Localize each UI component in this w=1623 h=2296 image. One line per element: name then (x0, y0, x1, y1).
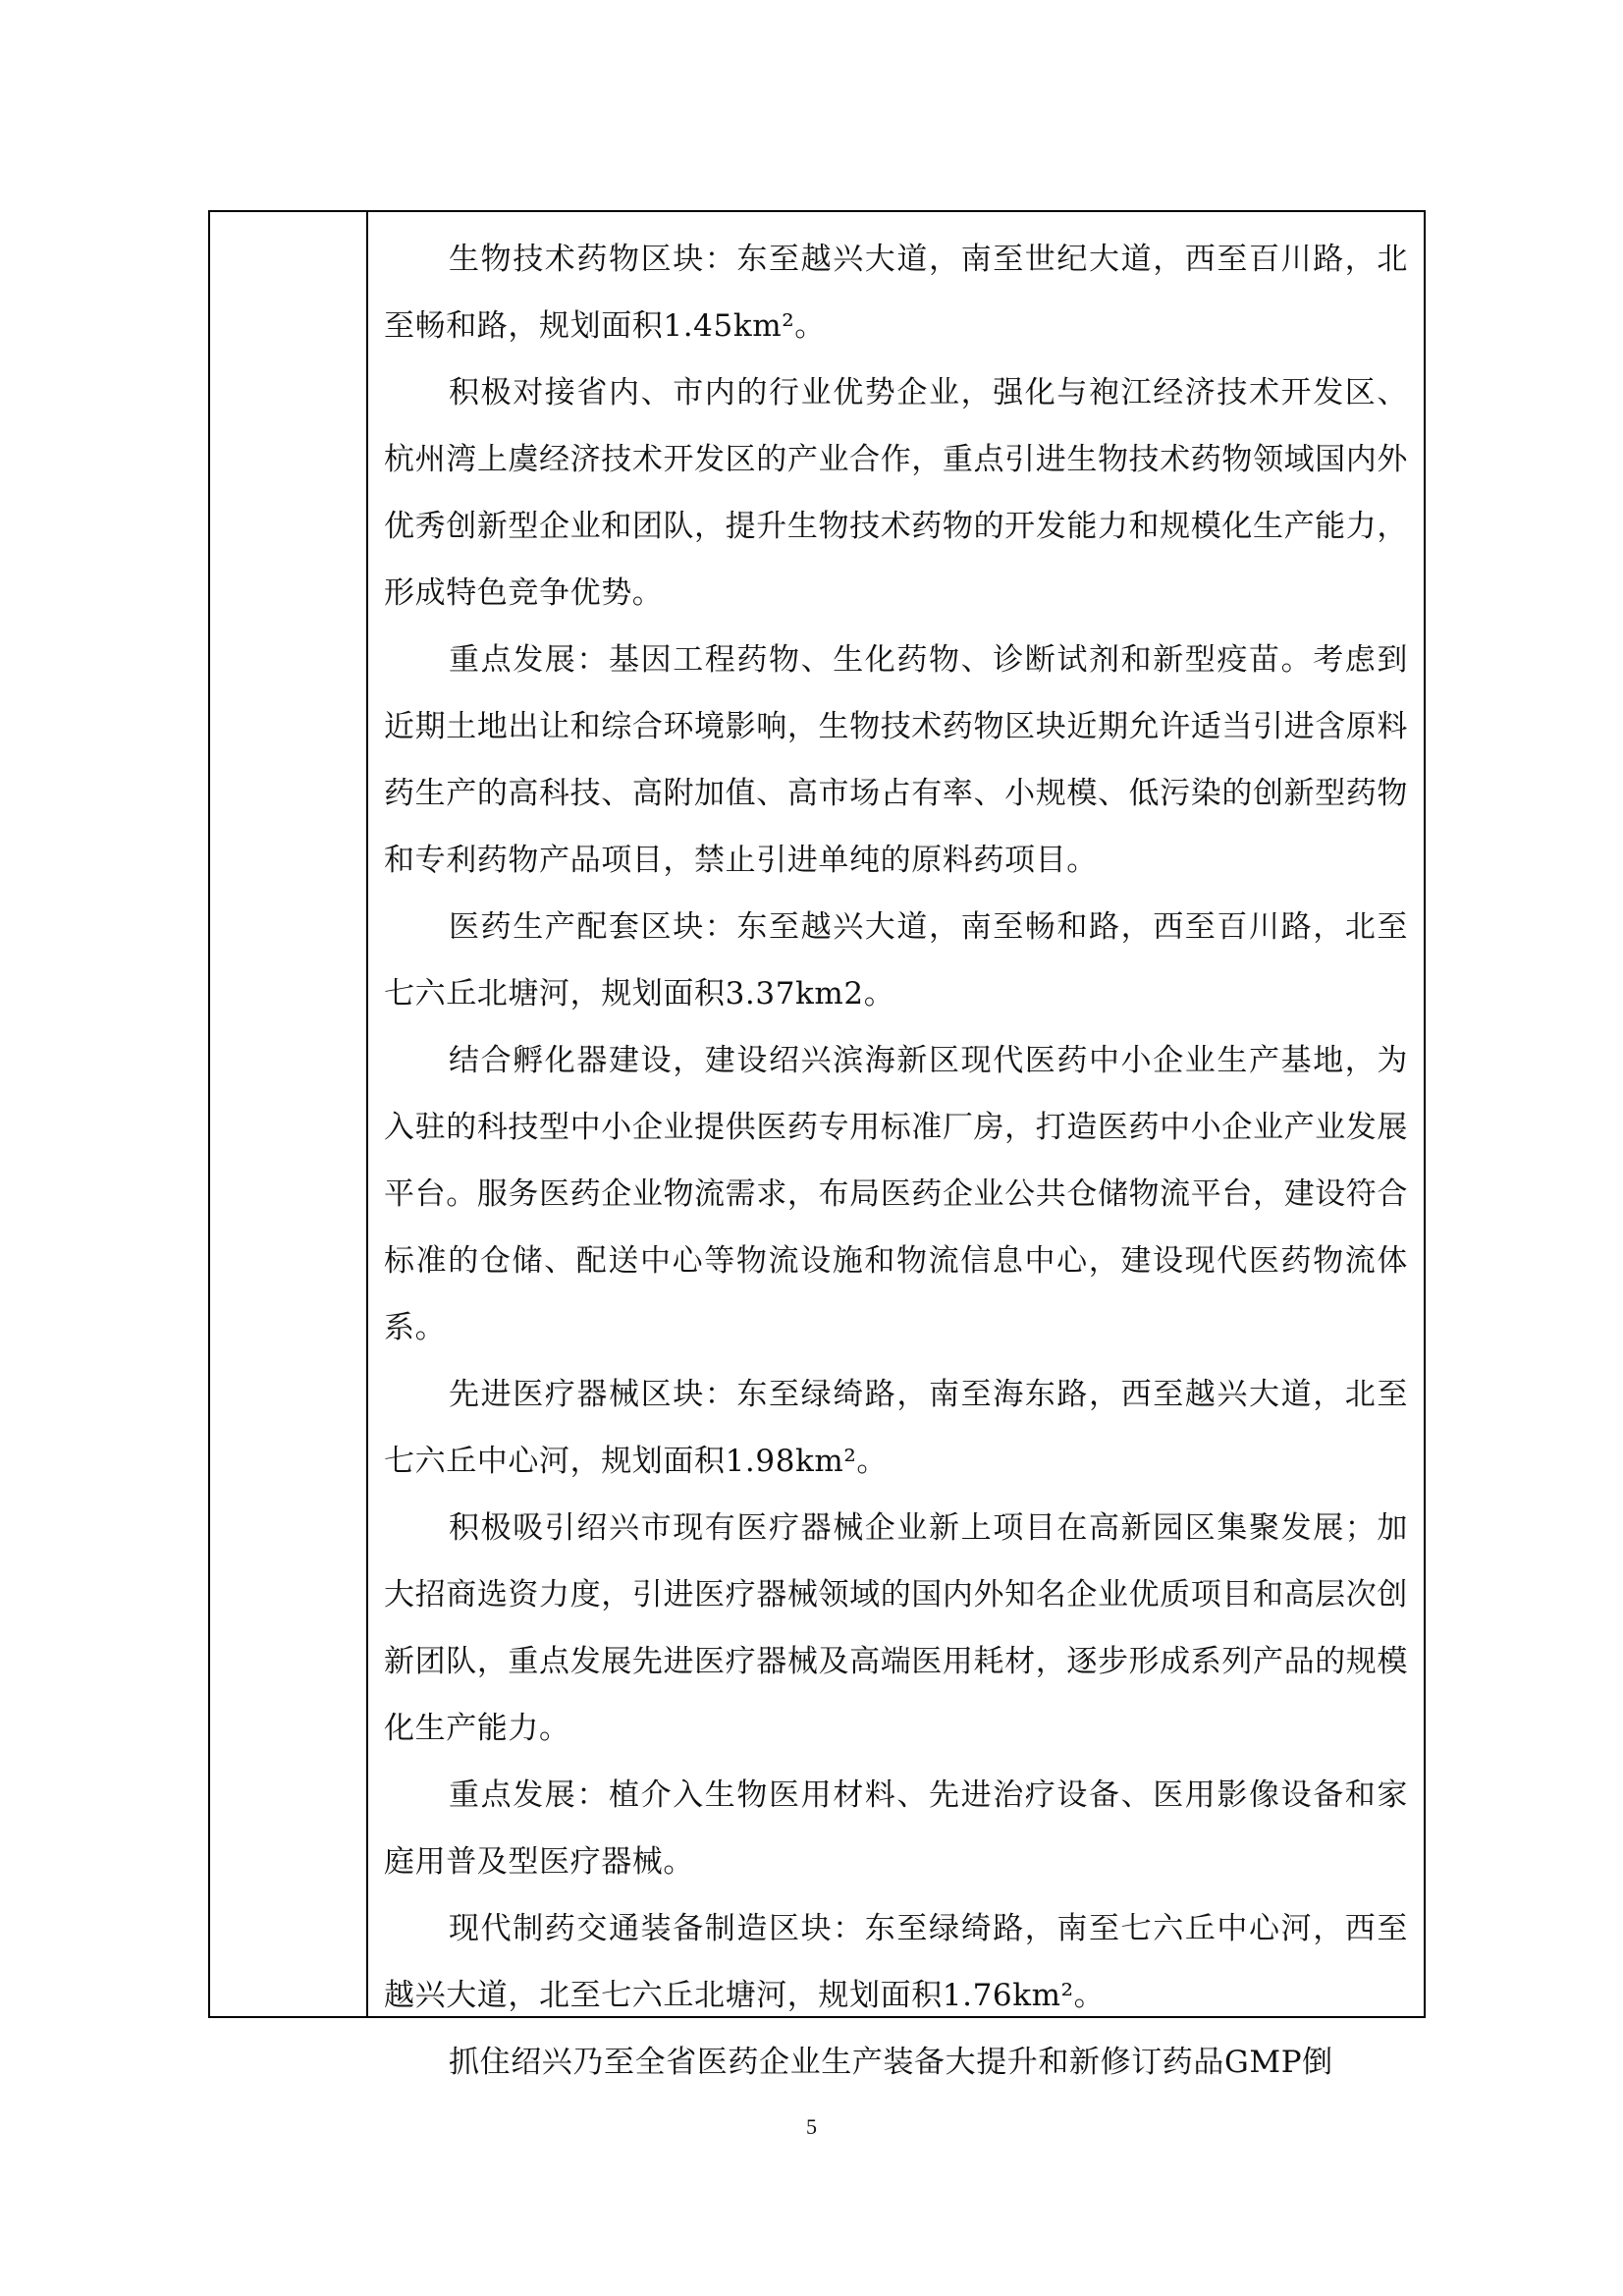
page-number: 5 (806, 2114, 817, 2139)
paragraph-biotech-focus: 重点发展：基因工程药物、生化药物、诊断试剂和新型疫苗。考虑到近期土地出让和综合环境影响，生物技术药物区块近期允许适当引进含原料药生产的高科技、高附加值、高市场占有率、小规模、低污染的创新型药物和专利药物产品项目，禁止引进单纯的原料药项目。 (384, 642, 1408, 878)
table-label-cell (210, 212, 368, 2016)
paragraph-gmp-opportunity: 抓住绍兴乃至全省医药企业生产装备大提升和新修订药品GMP倒 (449, 2045, 1333, 2080)
paragraph-medical-device-block: 先进医疗器械区块：东至绿绮路，南至海东路，西至越兴大道，北至七六丘中心河，规划面积1.98km²。 (384, 1377, 1408, 1479)
content-table (208, 210, 1426, 2080)
paragraph-medical-device-focus: 重点发展：植介入生物医用材料、先进治疗设备、医用影像设备和家庭用普及型医疗器械。 (384, 1777, 1408, 1880)
paragraph-supporting-block: 医药生产配套区块：东至越兴大道，南至畅和路，西至百川路，北至七六丘北塘河，规划面积3.37km2。 (384, 909, 1408, 1011)
table-content-cell (368, 212, 1424, 2080)
paragraph-incubator: 结合孵化器建设，建设绍兴滨海新区现代医药中小企业生产基地，为入驻的科技型中小企业提供医药专用标准厂房，打造医药中小企业产业发展平台。服务医药企业物流需求，布局医药企业公共仓储物流平台，建设符合标准的仓储、配送中心等物流设施和物流信息中心，建设现代医药物流体系。 (384, 1043, 1408, 1345)
paragraph-biotech-cooperation: 积极对接省内、市内的行业优势企业，强化与袍江经济技术开发区、杭州湾上虞经济技术开发区的产业合作，重点引进生物技术药物领域国内外优秀创新型企业和团队，提升生物技术药物的开发能力和规模化生产能力，形成特色竞争优势。 (384, 375, 1408, 611)
paragraph-equipment-block: 现代制药交通装备制造区块：东至绿绮路，南至七六丘中心河，西至越兴大道，北至七六丘北塘河，规划面积1.76km²。 (384, 1911, 1408, 2013)
paragraph-biotech-block: 生物技术药物区块：东至越兴大道，南至世纪大道，西至百川路，北至畅和路，规划面积1.45km²。 (384, 242, 1408, 344)
paragraph-medical-device-attract: 积极吸引绍兴市现有医疗器械企业新上项目在高新园区集聚发展；加大招商选资力度，引进医疗器械领域的国内外知名企业优质项目和高层次创新团队，重点发展先进医疗器械及高端医用耗材，逐步形成系列产品的规模化生产能力。 (384, 1510, 1408, 1746)
